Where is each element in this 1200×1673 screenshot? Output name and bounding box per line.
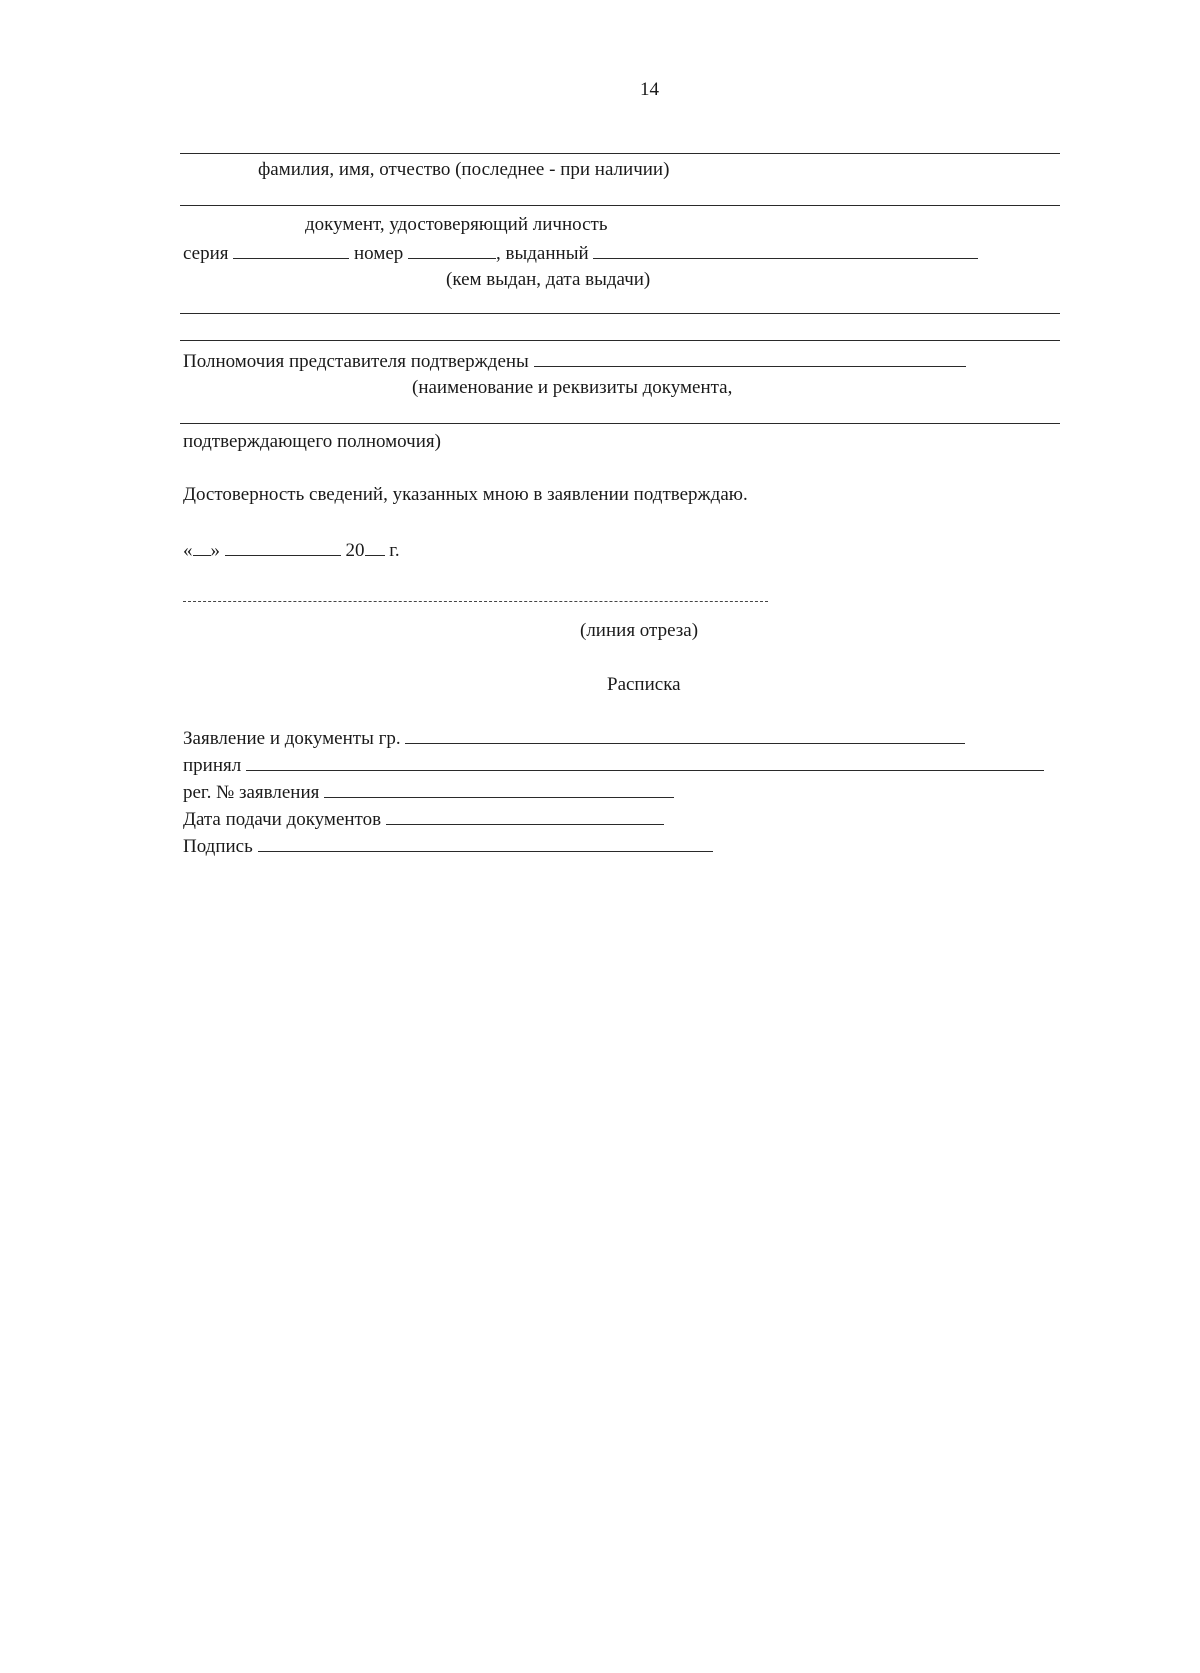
id-document-input-line[interactable] (180, 205, 1060, 206)
number-label: номер (354, 243, 404, 264)
fio-caption: фамилия, имя, отчество (последнее - при наличии) (258, 159, 670, 180)
cut-line-caption: (линия отреза) (580, 620, 699, 641)
accepted-by-field[interactable] (246, 754, 1044, 771)
month-field[interactable] (225, 539, 341, 556)
day-field[interactable] (193, 539, 211, 556)
date-open-quote: « (183, 540, 193, 561)
fio-input-line[interactable] (180, 153, 1060, 154)
year-field[interactable] (365, 539, 385, 556)
submit-date-label: Дата подачи документов (183, 809, 382, 830)
blank-line-1[interactable] (180, 313, 1060, 314)
issued-by-field[interactable] (593, 242, 978, 259)
receipt-signature-row (183, 835, 713, 856)
id-document-caption: документ, удостоверяющий личность (305, 214, 608, 235)
reg-number-field[interactable] (324, 781, 674, 798)
authority-document-field[interactable] (534, 350, 966, 367)
series-field[interactable] (233, 242, 349, 259)
applicant-label: Заявление и документы гр. (183, 728, 401, 749)
submit-date-field[interactable] (386, 808, 664, 825)
reg-number-label: рег. № заявления (183, 782, 320, 803)
accepted-label: принял (183, 755, 242, 776)
authority-caption-1: (наименование и реквизиты документа, (412, 377, 733, 398)
passport-details-row (183, 242, 978, 263)
authority-caption-2: подтверждающего полномочия) (183, 431, 441, 452)
authority-label: Полномочия представителя подтверждены (183, 351, 529, 372)
authority-row (183, 350, 966, 371)
page-number: 14 (640, 79, 659, 100)
signature-field[interactable] (258, 835, 713, 852)
blank-line-2[interactable] (180, 340, 1060, 341)
cut-line (183, 601, 768, 602)
applicant-field[interactable] (405, 727, 965, 744)
certify-statement: Достоверность сведений, указанных мною в заявлении подтверждаю. (183, 484, 748, 505)
date-year-suffix: г. (389, 540, 400, 561)
receipt-accepted-row (183, 754, 1044, 775)
date-close-quote: » (210, 540, 220, 561)
date-century: 20 (345, 540, 365, 561)
receipt-reg-row (183, 781, 674, 802)
issued-label: , выданный (496, 243, 589, 264)
date-row (183, 539, 400, 560)
receipt-date-row (183, 808, 664, 829)
issued-caption: (кем выдан, дата выдачи) (446, 269, 651, 290)
authority-document-line[interactable] (180, 423, 1060, 424)
receipt-applicant-row (183, 727, 965, 748)
signature-label: Подпись (183, 836, 253, 857)
receipt-title: Расписка (607, 674, 681, 695)
number-field[interactable] (408, 242, 496, 259)
series-label: серия (183, 243, 229, 264)
